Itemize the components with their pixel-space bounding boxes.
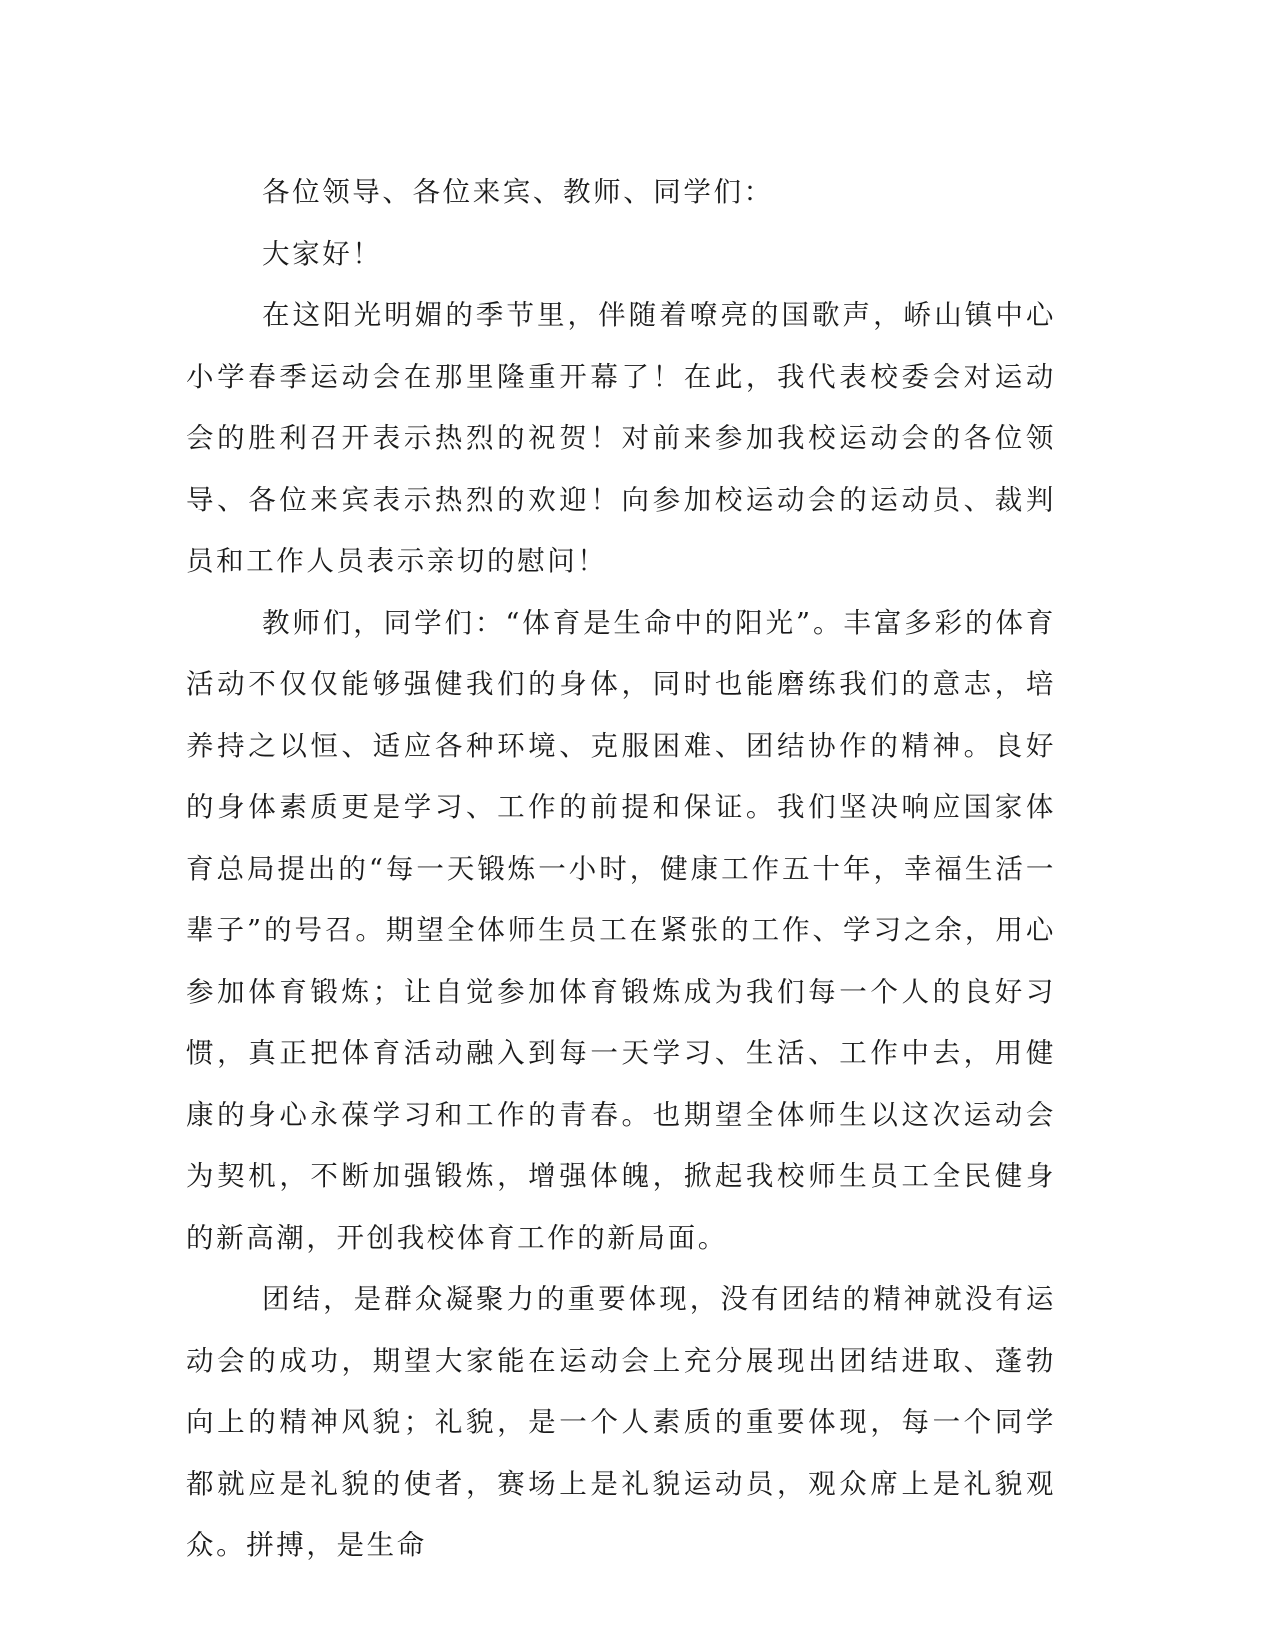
paragraph-opening: 在这阳光明媚的季节里，伴随着嘹亮的国歌声，峤山镇中心小学春季运动会在那里隆重开幕了！在此，我代表校委会对运动会的胜利召开表示热烈的祝贺！对前来参加我校运动会的各位领导、各位来宾表示热烈的欢迎！向参加校运动会的运动员、裁判员和工作人员表示亲切的慰问！	[186, 299, 1056, 577]
paragraph-salutation: 各位领导、各位来宾、教师、同学们：	[262, 176, 774, 208]
paragraph-unity: 团结，是群众凝聚力的重要体现，没有团结的精神就没有运动会的成功，期望大家能在运动会上充分展现出团结进取、蓬勃向上的精神风貌；礼貌，是一个人素质的重要体现，每一个同学都就应是礼貌的使者，赛场上是礼貌运动员，观众席上是礼貌观众。拼搏，是生命	[186, 1283, 1056, 1561]
paragraph-greeting: 大家好！	[262, 237, 383, 270]
paragraph-sports-value: 教师们，同学们：“体育是生命中的阳光”。丰富多彩的体育活动不仅仅能够强健我们的身体，同时也能磨练我们的意志，培养持之以恒、适应各种环境、克服困难、团结协作的精神。良好的身体素质更是学习、工作的前提和保证。我们坚决响应国家体育总局提出的“每一天锻炼一小时，健康工作五十年，幸福生活一辈子”的号召。期望全体师生员工在紧张的工作、学习之余，用心参加体育锻炼；让自觉参加体育锻炼成为我们每一个人的良好习惯，真正把体育活动融入到每一天学习、生活、工作中去，用健康的身心永葆学习和工作的青春。也期望全体师生以这次运动会为契机，不断加强锻炼，增强体魄，掀起我校师生员工全民健身的新高潮，开创我校体育工作的新局面。	[186, 606, 1056, 1254]
document-body	[186, 162, 1056, 1577]
